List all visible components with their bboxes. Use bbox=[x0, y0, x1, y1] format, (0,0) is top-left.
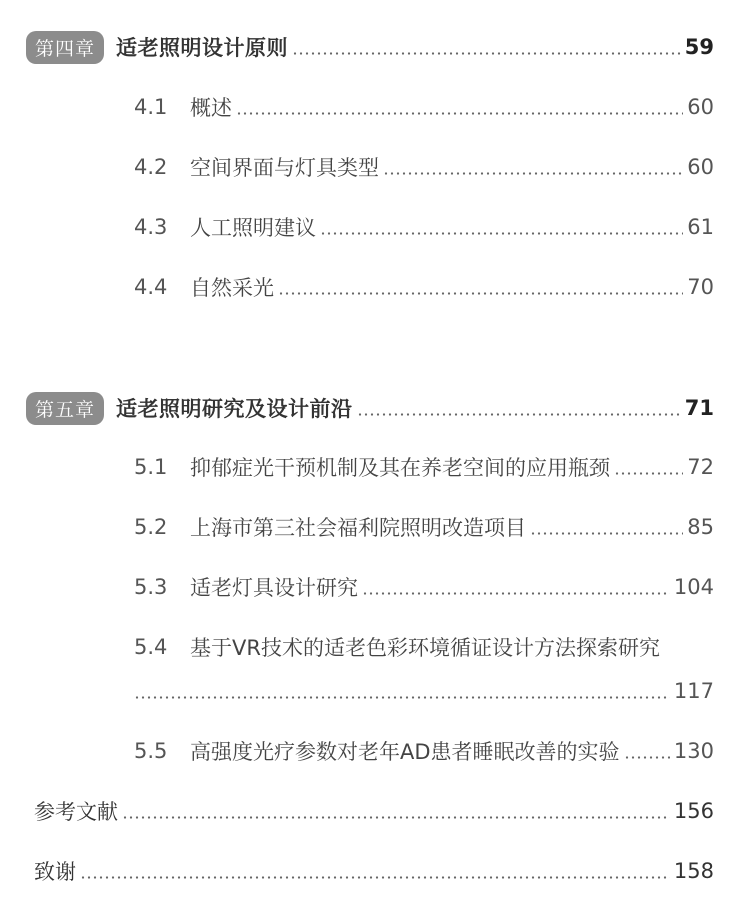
toc-section-5-1[interactable] bbox=[134, 447, 714, 487]
section-title: 基于VR技术的适老色彩环境循证设计方法探索研究 bbox=[190, 636, 660, 660]
page-number: 130 bbox=[673, 739, 714, 763]
dot-leader bbox=[278, 292, 683, 295]
chapter-badge: 第五章 bbox=[26, 392, 104, 425]
backmatter-title: 参考文献 bbox=[34, 800, 118, 824]
toc-section-5-5[interactable] bbox=[134, 731, 714, 771]
chapter-badge: 第四章 bbox=[26, 31, 104, 64]
toc-section-5-3[interactable] bbox=[134, 567, 714, 607]
page-number: 70 bbox=[687, 275, 714, 299]
dot-leader bbox=[362, 592, 670, 595]
page-number: 158 bbox=[673, 859, 714, 883]
backmatter-title: 致谢 bbox=[34, 860, 76, 884]
page-number: 60 bbox=[687, 155, 714, 179]
toc-section-5-4-continuation[interactable] bbox=[134, 671, 714, 711]
dot-leader bbox=[80, 876, 670, 879]
page-number: 60 bbox=[687, 95, 714, 119]
chapter-title: 适老照明设计原则 bbox=[116, 36, 289, 60]
section-number: 4.1 bbox=[134, 95, 168, 119]
toc-section-4-4[interactable] bbox=[134, 267, 714, 307]
section-title: 空间界面与灯具类型 bbox=[190, 156, 379, 180]
toc-acknowledgements[interactable] bbox=[34, 851, 714, 891]
section-number: 5.3 bbox=[134, 575, 168, 599]
toc-chapter-5[interactable] bbox=[26, 388, 714, 428]
section-title: 抑郁症光干预机制及其在养老空间的应用瓶颈 bbox=[190, 456, 610, 480]
dot-leader bbox=[614, 472, 683, 475]
page-number: 156 bbox=[673, 799, 714, 823]
chapter-title: 适老照明研究及设计前沿 bbox=[116, 397, 353, 421]
toc-references[interactable] bbox=[34, 791, 714, 831]
page-number: 117 bbox=[673, 679, 714, 703]
dot-leader bbox=[292, 52, 681, 55]
section-number: 4.2 bbox=[134, 155, 168, 179]
section-number: 5.1 bbox=[134, 455, 168, 479]
dot-leader bbox=[383, 172, 683, 175]
page-number: 61 bbox=[687, 215, 714, 239]
section-title: 高强度光疗参数对老年AD患者睡眠改善的实验 bbox=[190, 740, 620, 764]
dot-leader bbox=[624, 756, 670, 759]
page-number: 72 bbox=[687, 455, 714, 479]
dot-leader bbox=[530, 532, 683, 535]
section-number: 5.4 bbox=[134, 635, 168, 659]
section-title: 概述 bbox=[190, 96, 232, 120]
toc-section-4-2[interactable] bbox=[134, 147, 714, 187]
toc-section-5-2[interactable] bbox=[134, 507, 714, 547]
toc-section-5-4[interactable] bbox=[134, 627, 714, 667]
page-number: 85 bbox=[687, 515, 714, 539]
dot-leader bbox=[320, 232, 683, 235]
dot-leader bbox=[134, 696, 670, 699]
page-number: 104 bbox=[673, 575, 714, 599]
section-number: 5.2 bbox=[134, 515, 168, 539]
section-title: 人工照明建议 bbox=[190, 216, 316, 240]
section-number: 4.3 bbox=[134, 215, 168, 239]
dot-leader bbox=[357, 413, 681, 416]
page-number: 59 bbox=[684, 35, 714, 59]
section-title: 上海市第三社会福利院照明改造项目 bbox=[190, 516, 526, 540]
section-title: 适老灯具设计研究 bbox=[190, 576, 358, 600]
page-number: 71 bbox=[684, 396, 714, 420]
section-number: 5.5 bbox=[134, 739, 168, 763]
section-number: 4.4 bbox=[134, 275, 168, 299]
dot-leader bbox=[122, 816, 670, 819]
dot-leader bbox=[236, 112, 683, 115]
toc-section-4-3[interactable] bbox=[134, 207, 714, 247]
section-title: 自然采光 bbox=[190, 276, 274, 300]
toc-section-4-1[interactable] bbox=[134, 87, 714, 127]
toc-chapter-4[interactable] bbox=[26, 27, 714, 67]
